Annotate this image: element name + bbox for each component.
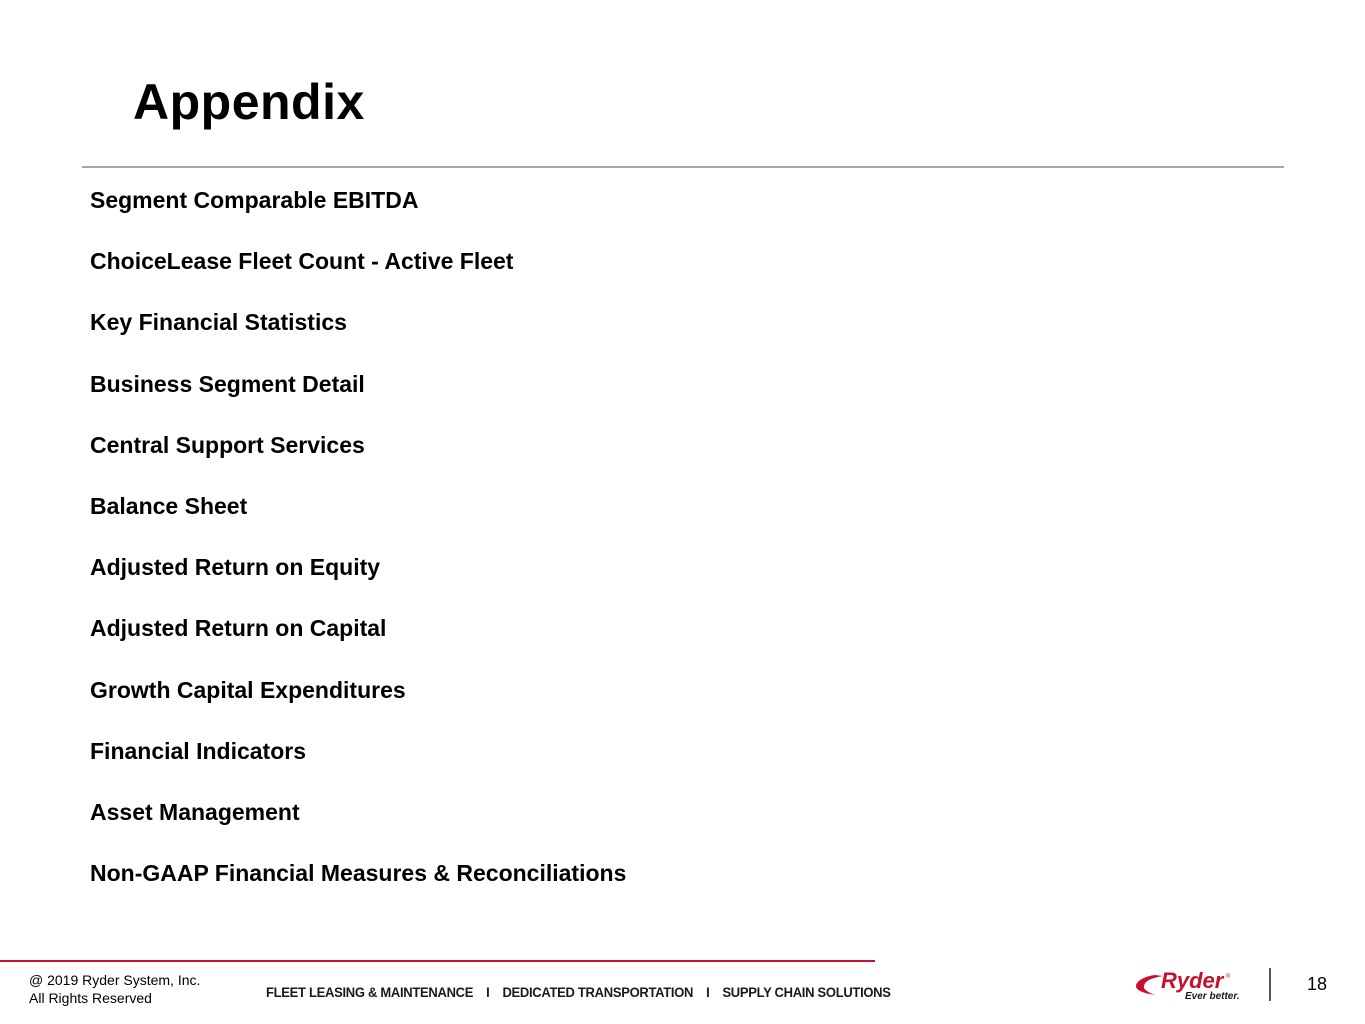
logo-divider	[1269, 968, 1271, 1001]
appendix-item: ChoiceLease Fleet Count - Active Fleet	[90, 248, 514, 275]
appendix-item: Growth Capital Expenditures	[90, 676, 406, 703]
division-separator: I	[486, 984, 490, 1001]
rights-line: All Rights Reserved	[29, 990, 152, 1006]
appendix-item: Key Financial Statistics	[90, 309, 347, 336]
appendix-item: Asset Management	[90, 798, 300, 825]
logo-swoosh	[1136, 975, 1163, 995]
page-number: 18	[1307, 974, 1328, 994]
title-divider	[82, 166, 1284, 168]
business-divisions	[266, 984, 891, 1000]
division-dedicated-transportation: DEDICATED TRANSPORTATION	[502, 984, 694, 1001]
appendix-item: Adjusted Return on Capital	[90, 615, 387, 642]
division-fleet-leasing: FLEET LEASING & MAINTENANCE	[266, 984, 474, 1001]
appendix-item: Business Segment Detail	[90, 370, 365, 397]
logo-trademark: ®	[1226, 974, 1231, 980]
slide-title: Appendix	[133, 74, 365, 130]
appendix-item: Central Support Services	[90, 431, 365, 458]
division-separator: I	[706, 984, 710, 1001]
copyright-notice	[29, 971, 200, 1007]
appendix-item: Balance Sheet	[90, 492, 248, 519]
appendix-item: Adjusted Return on Equity	[90, 554, 381, 581]
logo-tagline: Ever better.	[1185, 991, 1240, 1002]
appendix-list	[90, 184, 626, 918]
footer-divider	[0, 960, 875, 962]
ryder-logo	[1133, 966, 1245, 1004]
appendix-item: Segment Comparable EBITDA	[90, 187, 419, 213]
appendix-item: Financial Indicators	[90, 737, 306, 764]
copyright-line: @ 2019 Ryder System, Inc.	[29, 972, 201, 988]
appendix-item: Non-GAAP Financial Measures & Reconciliations	[90, 860, 627, 887]
division-supply-chain: SUPPLY CHAIN SOLUTIONS	[722, 984, 891, 1001]
logo-wordmark: Ryder	[1161, 968, 1224, 993]
